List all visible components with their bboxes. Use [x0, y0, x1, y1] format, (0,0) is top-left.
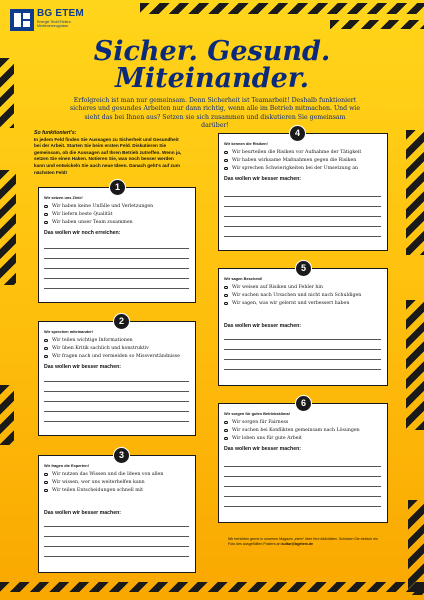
writing-line[interactable] [44, 526, 189, 527]
hazard-stripe-left-lower [0, 385, 14, 445]
writing-line[interactable] [44, 546, 189, 547]
writing-line[interactable] [44, 401, 189, 402]
writing-line[interactable] [44, 421, 189, 422]
box-subheading: Das wollen wir besser machen: [224, 176, 301, 182]
box-heading: Wir sagen Bescheid! [224, 276, 263, 281]
checklist-item[interactable]: Wir haben keine Unfälle und Verletzungen [44, 203, 153, 211]
writing-line[interactable] [224, 226, 381, 227]
writing-line[interactable] [44, 391, 189, 392]
writing-line[interactable] [224, 359, 381, 360]
writing-line[interactable] [224, 236, 381, 237]
logo-subline-1: Energie Textil Elektro [37, 20, 71, 24]
box-number-badge: 4 [289, 125, 306, 142]
checklist [44, 337, 180, 361]
writing-line[interactable] [44, 248, 189, 249]
box-subheading: Das wollen wir besser machen: [44, 364, 121, 370]
footer-email-link[interactable]: kultur@bgetem.de [281, 542, 314, 547]
box-number-badge: 5 [295, 260, 312, 277]
checklist [224, 419, 360, 443]
intro-text: Erfolgreich ist man nur gemeinsam. Denn Sicherheit ist Teamarbeit! Deshalb funktioniert sicheres und gesundes Arbeiten nur dann richtig, wenn alle im Betrieb mitmachen. Und wie sieht das bei Ihnen aus? Setzen sie sich zusammen und diskutieren Sie gemeinsam darüber! [70, 97, 361, 130]
writing-line[interactable] [224, 369, 381, 370]
checklist-item[interactable]: Wir teilen wichtige Informationen [44, 337, 180, 345]
writing-line[interactable] [44, 258, 189, 259]
checklist-item[interactable]: Wir haben unser Team zusammen [44, 219, 153, 227]
bg-etem-logo [10, 8, 100, 34]
question-box-3 [38, 450, 196, 573]
checklist-item[interactable]: Wir nutzen das Wissen und die Ideen von allen [44, 471, 163, 479]
hazard-stripe-right-middle [406, 300, 424, 430]
checklist-item[interactable]: Wir wissen, wer uns weiterhelfen kann [44, 479, 163, 487]
writing-line[interactable] [224, 206, 381, 207]
hazard-stripe-right-lower [408, 500, 424, 595]
writing-line[interactable] [224, 339, 381, 340]
writing-line[interactable] [224, 466, 381, 467]
question-box-1 [38, 182, 196, 303]
box-heading: Wir sprechen miteinander! [44, 329, 94, 334]
question-box-2 [38, 316, 196, 436]
writing-line[interactable] [224, 476, 381, 477]
checklist-item[interactable]: Wir beurteilen die Risiken vor Aufnahme der Tätigkeit [224, 149, 361, 157]
checklist-item[interactable]: Wir sprechen Schwierigkeiten bei der Umsetzung an [224, 165, 361, 173]
box-number-badge: 3 [113, 447, 130, 464]
writing-line[interactable] [224, 196, 381, 197]
checklist [44, 471, 163, 495]
box-number-badge: 2 [113, 313, 130, 330]
howto-text: In jedem Feld finden Sie Aussagen zu Sicherheit und Gesundheit bei der Arbeit. Starten Sie beim ersten Feld. Diskutieren Sie gemeinsam, ob die Aussagen auf Ihren Betrieb zutreffen. Wenn ja, setzen Sie einen Haken. Notieren Sie, was noch besser werden kann und entwickeln Sie auch neue Ideen. Danach geht's auf zum nächsten Feld! [34, 136, 182, 175]
question-box-6 [218, 398, 388, 523]
box-subheading: Das wollen wir besser machen: [224, 323, 301, 329]
checklist-item[interactable]: Wir loben uns für gute Arbeit [224, 435, 360, 443]
writing-line[interactable] [44, 381, 189, 382]
howto-title: So funktioniert's: [34, 130, 77, 136]
writing-line[interactable] [44, 411, 189, 412]
question-box-4 [218, 128, 388, 251]
writing-line[interactable] [44, 288, 189, 289]
box-number-badge: 1 [109, 179, 126, 196]
checklist-item[interactable]: Wir suchen nach Ursachen und nicht nach Schuldigen [224, 292, 361, 300]
writing-line[interactable] [224, 496, 381, 497]
box-heading: Wir fragen die Experten! [44, 463, 89, 468]
checklist-item[interactable]: Wir weisen auf Risiken und Fehler hin [224, 284, 361, 292]
writing-line[interactable] [44, 556, 189, 557]
writing-line[interactable] [44, 278, 189, 279]
bg-etem-logo-icon [10, 9, 34, 31]
hazard-stripe-bottom [0, 582, 424, 592]
checklist-item[interactable]: Wir suchen bei Konflikten gemeinsam nach Lösungen [224, 427, 360, 435]
logo-subline-2: Medienerzeugnisse [37, 24, 69, 28]
checklist-item[interactable]: Wir sagen, was wir gelernt und verbessert haben [224, 300, 361, 308]
writing-line[interactable] [224, 506, 381, 507]
writing-line[interactable] [224, 216, 381, 217]
title-line-1: Sicher. Gesund. [93, 36, 331, 67]
writing-line[interactable] [224, 486, 381, 487]
howto-section [34, 130, 186, 176]
writing-line[interactable] [224, 349, 381, 350]
writing-line[interactable] [44, 536, 189, 537]
box-subheading: Das wollen wir besser machen: [44, 510, 121, 516]
checklist-item[interactable]: Wir üben Kritik sachlich und konstruktiv [44, 345, 180, 353]
checklist [44, 203, 153, 227]
box-heading: Wir sorgen für gutes Betriebsklima! [224, 411, 290, 416]
footer-text: Wir berichten gerne in unserem Magazin „etem“ über Ihre Aktivitäten. Schicken Sie einfach ein Foto des ausgefüllten Posters an [228, 537, 379, 547]
checklist-item[interactable]: Wir sorgen für Fairness [224, 419, 360, 427]
checklist-item[interactable]: Wir fragen nach und vermeiden so Missverständnisse [44, 353, 180, 361]
writing-line[interactable] [44, 268, 189, 269]
checklist [224, 284, 361, 308]
hazard-stripe-top [140, 3, 424, 14]
box-heading: Wir setzen uns Ziele! [44, 195, 83, 200]
footer-note [228, 537, 378, 547]
box-subheading: Das wollen wir besser machen: [224, 446, 301, 452]
checklist-item[interactable]: Wir haben wirksame Maßnahmen gegen die Risiken [224, 157, 361, 165]
checklist-item[interactable]: Wir teilen Entscheidungen schnell mit [44, 487, 163, 495]
checklist-item[interactable]: Wir liefern beste Qualität [44, 211, 153, 219]
checklist [224, 149, 361, 173]
hazard-stripe-top-right [330, 20, 424, 29]
logo-name: BG ETEM [37, 8, 84, 19]
hazard-stripe-right-upper [406, 130, 424, 255]
question-box-5 [218, 263, 388, 386]
box-heading: Wir kennen die Risiken! [224, 141, 268, 146]
box-subheading: Das wollen wir noch erreichen: [44, 230, 121, 236]
title-line-2: Miteinander. [114, 63, 309, 94]
hazard-stripe-left-middle [0, 170, 16, 285]
box-number-badge: 6 [295, 395, 312, 412]
